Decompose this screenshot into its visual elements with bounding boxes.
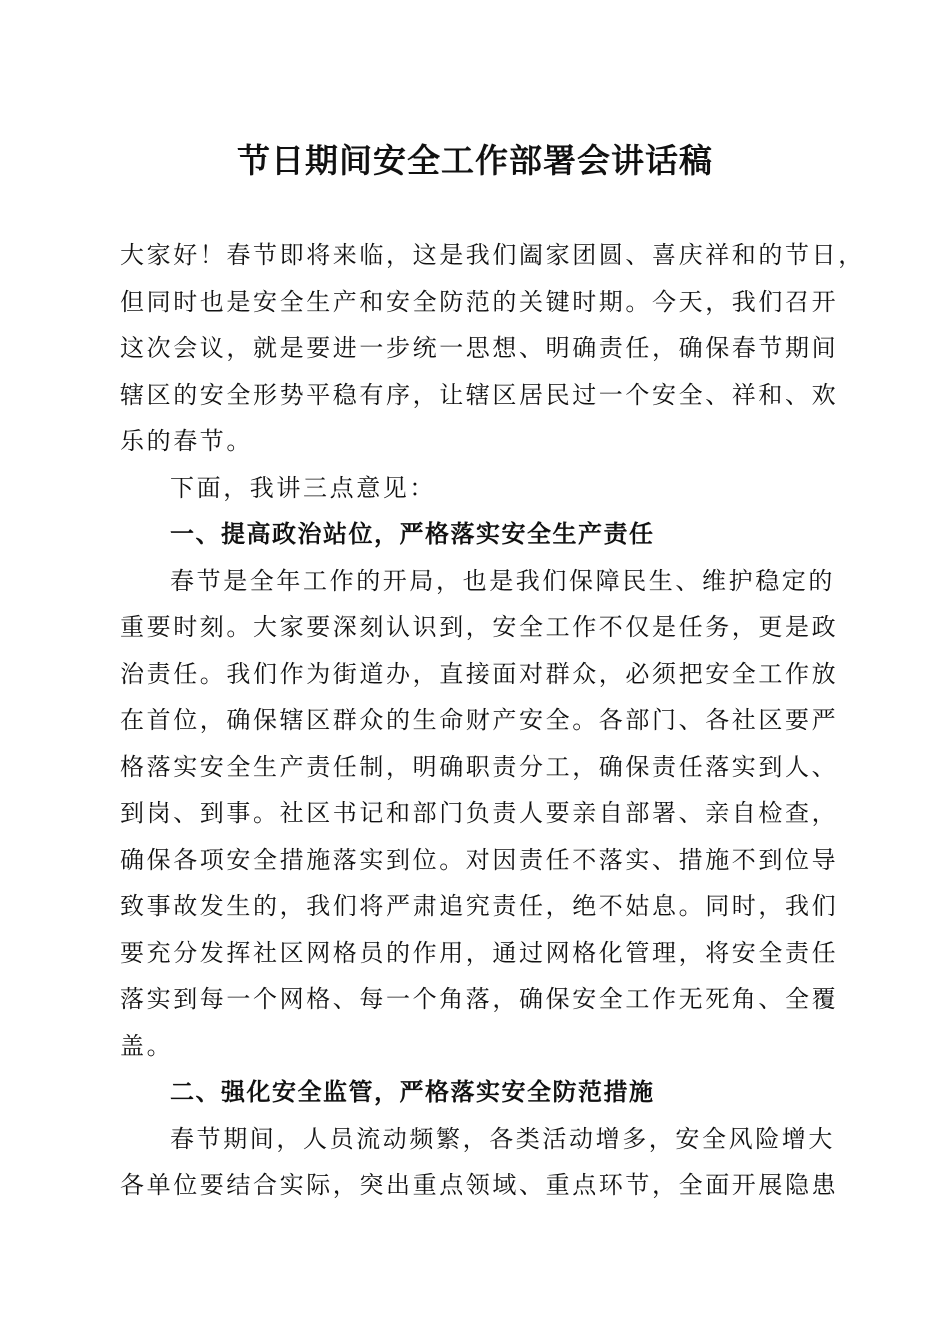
- section-heading-1: 一、提高政治站位，严格落实安全生产责任: [170, 520, 655, 548]
- document-body: [120, 232, 865, 1209]
- text-line: 乐的春节。: [120, 427, 253, 455]
- text-line: 到岗、到事。社区书记和部门负责人要亲自部署、亲自检查，: [120, 799, 839, 827]
- text-line: 落实到每一个网格、每一个角落，确保安全工作无死角、全覆: [120, 985, 839, 1013]
- text-line: 重要时刻。大家要深刻认识到，安全工作不仅是任务，更是政: [120, 613, 839, 641]
- text-line: 但同时也是安全生产和安全防范的关键时期。今天，我们召开: [120, 287, 839, 316]
- intro-paragraph: 下面，我讲三点意见：: [170, 473, 436, 502]
- text-line: 盖。: [120, 1031, 174, 1060]
- text-line: 格落实安全生产责任制，明确职责分工，确保责任落实到人、: [120, 752, 839, 781]
- text-line: 治责任。我们作为街道办，直接面对群众，必须把安全工作放: [120, 659, 839, 688]
- section-1-paragraph: [120, 558, 839, 1070]
- text-line: 这次会议，就是要进一步统一思想、明确责任，确保春节期间: [120, 334, 839, 362]
- text-line: 春节期间，人员流动频繁，各类活动增多，安全风险增大: [170, 1124, 835, 1153]
- section-heading-2: 二、强化安全监管，严格落实安全防范措施: [170, 1078, 655, 1106]
- opening-paragraph: [120, 232, 865, 465]
- text-line: 要充分发挥社区网格员的作用，通过网格化管理，将安全责任: [120, 938, 839, 967]
- section-2-paragraph: [120, 1116, 839, 1209]
- text-line: 致事故发生的，我们将严肃追究责任，绝不姑息。同时，我们: [120, 892, 839, 920]
- text-line: 在首位，确保辖区群众的生命财产安全。各部门、各社区要严: [120, 706, 839, 734]
- text-line: 大家好！春节即将来临，这是我们阖家团圆、喜庆祥和的节日，: [120, 241, 865, 269]
- text-line: 辖区的安全形势平稳有序，让辖区居民过一个安全、祥和、欢: [120, 380, 839, 409]
- text-line: 确保各项安全措施落实到位。对因责任不落实、措施不到位导: [120, 845, 839, 874]
- text-line: 各单位要结合实际，突出重点领域、重点环节，全面开展隐患: [120, 1171, 839, 1199]
- text-line: 春节是全年工作的开局，也是我们保障民生、维护稳定的: [170, 566, 835, 595]
- document-title: 节日期间安全工作部署会讲话稿: [237, 141, 713, 180]
